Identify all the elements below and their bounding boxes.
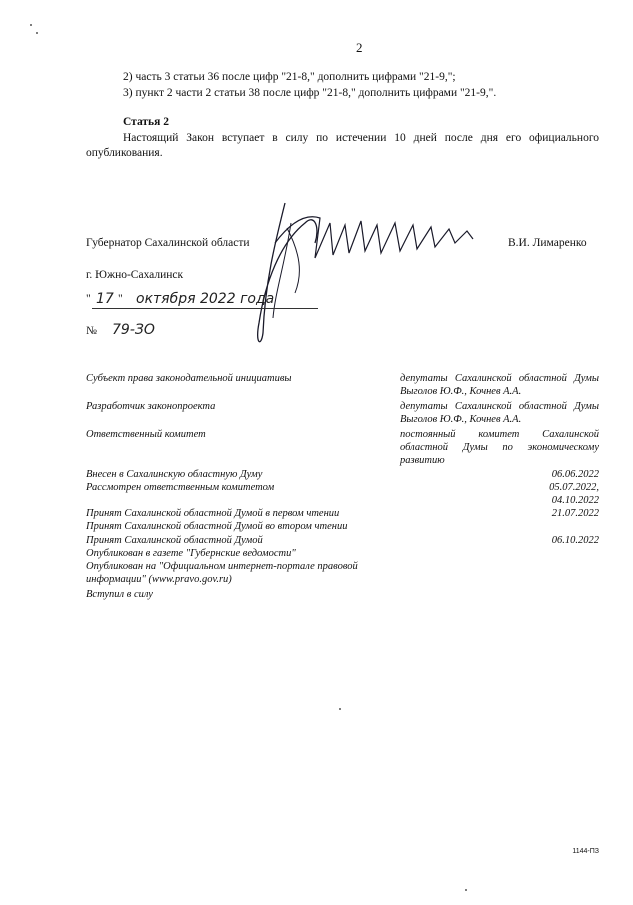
amendment-item-2: 2) часть 3 статьи 36 после цифр "21-8," дополнить цифрами "21-9,"; xyxy=(123,71,456,83)
published-portal-label: Опубликован на "Официальном интернет-портале правовой информации" (www.pravo.gov.ru) xyxy=(86,561,358,585)
first-reading-label: Принят Сахалинской областной Думой в первом чтении xyxy=(86,508,340,519)
adopted-date: 06.10.2022 xyxy=(551,535,599,546)
article-heading: Статья 2 xyxy=(123,116,169,128)
submitted-date: 06.06.2022 xyxy=(551,469,599,480)
article-body: Настоящий Закон вступает в силу по истечении 10 дней после дня его официального опубликования. xyxy=(86,132,599,159)
scan-speck xyxy=(339,708,341,710)
committee-label: Ответственный комитет xyxy=(86,429,206,440)
reviewed-date-2: 04.10.2022 xyxy=(551,495,599,506)
handwritten-signature xyxy=(245,183,495,353)
date-day: 17 xyxy=(96,291,114,307)
date-month-year: октября 2022 года xyxy=(136,291,275,307)
first-reading-date: 21.07.2022 xyxy=(551,508,599,519)
date-underline xyxy=(92,308,318,309)
amendment-item-3: 3) пункт 2 части 2 статьи 38 после цифр "21-8," дополнить цифрами "21-9,". xyxy=(123,87,497,99)
scan-speck xyxy=(465,889,467,891)
developer-value: депутаты Сахалинской областной Думы Выголов Ю.Ф., Кочнев А.А. xyxy=(400,401,599,425)
footer-code: 1144-ПЗ xyxy=(572,848,599,855)
submitted-label: Внесен в Сахалинскую областную Думу xyxy=(86,469,263,480)
city: г. Южно-Сахалинск xyxy=(86,269,184,281)
page-number: 2 xyxy=(356,40,363,55)
published-newspaper-label: Опубликован в газете "Губернские ведомости" xyxy=(86,548,296,559)
governor-position: Губернатор Сахалинской области xyxy=(86,237,250,249)
law-number: 79-ЗО xyxy=(112,322,155,338)
governor-name: В.И. Лимаренко xyxy=(508,237,587,249)
reviewed-label: Рассмотрен ответственным комитетом xyxy=(86,482,275,493)
adopted-label: Принят Сахалинской областной Думой xyxy=(86,535,263,546)
reviewed-date-1: 05.07.2022, xyxy=(549,482,599,493)
subject-value: депутаты Сахалинской областной Думы Выголов Ю.Ф., Кочнев А.А. xyxy=(400,373,599,397)
scan-speck xyxy=(36,32,38,34)
number-label: № xyxy=(86,325,97,337)
in-force-label: Вступил в силу xyxy=(86,589,153,600)
date-close-quote: " xyxy=(118,293,123,305)
scan-speck xyxy=(30,24,32,26)
subject-label: Субъект права законодательной инициативы xyxy=(86,373,292,384)
committee-value: постоянный комитет Сахалинской областной Думы по экономическому развитию xyxy=(400,429,599,466)
date-open-quote: " xyxy=(86,293,91,305)
second-reading-label: Принят Сахалинской областной Думой во втором чтении xyxy=(86,521,348,532)
developer-label: Разработчик законопроекта xyxy=(86,401,216,412)
